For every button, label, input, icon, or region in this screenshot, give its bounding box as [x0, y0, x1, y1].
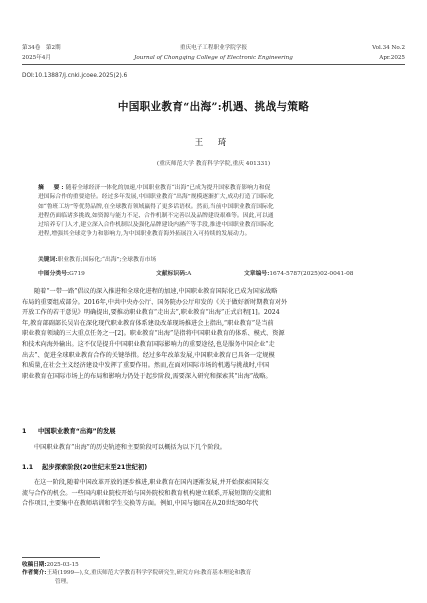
abstract-line: 过培养专门人才,建立深入合作机制以及强化品牌建设内涵产等手段,推进中国职业教育国际化	[38, 222, 274, 229]
author-bio-continued: 管理。	[55, 578, 72, 585]
doi: DOI:10.13887/j.cnki.jcoee.2025(2).6	[22, 73, 128, 79]
abstract	[38, 184, 390, 240]
author-affiliation: (重庆师范大学 教育科学学院,重庆 401331)	[156, 161, 271, 167]
document-code: 文献标识码:A	[156, 271, 192, 277]
subsection-1-1-paragraph: 在这一阶段,随着中国改革开放的逐步推进,职业教育在国内逐渐发展,并开始探索国际交 流与合作的机会。一些国内职业院校开始与国外院校和教育机构建立联系,开展短期的交流和 合作项目,主要集中在教师培训和学生交换等方面。例如,中国与德国在从20世纪80年代	[22, 479, 272, 508]
footnote-rule	[22, 557, 100, 558]
article-id: 文章编号:1674-5787(2025)02-0041-08	[244, 271, 354, 277]
clc-number: 中图分类号:G719	[38, 271, 85, 277]
abstract-line: 如“鲁班工坊”等优势品牌,在全球教育领域赢得了更多话语权。然而,当前中国职业教育国际化	[38, 203, 274, 210]
date-en: Apr.2025	[379, 55, 405, 61]
journal-name-cn: 重庆电子工程职业学院学报	[179, 45, 248, 51]
received-date: 收稿日期:2025-03-15	[22, 562, 79, 568]
author-bio: 作者简介:王琦(1999—),女,重庆师范大学教育科学学院研究生,研究方向:教育基本理论和教育	[22, 570, 252, 577]
article-title: 中国职业教育“出海”:机遇、挑战与策略	[117, 101, 310, 113]
volume-issue-cn: 第34卷 第2期	[22, 45, 61, 51]
keywords: 关键词:职业教育;国际化;“出海”;全球教育市场	[38, 257, 157, 263]
section-1-paragraph: 中国职业教育“出海”的历史轨迹和主要阶段可以概括为以下几个阶段。	[34, 444, 226, 451]
keywords-label: 关键词:	[38, 257, 58, 263]
abstract-line: 进程仍面临诸多挑战,如资源与能力不足、合作机制不完善以及品牌建设艰难等。因此,可以通	[38, 212, 274, 219]
abstract-line: 进国际合作的重要途径。经过多年发展,中国职业教育“出海”规模逐渐扩大,成功打造了国际化	[38, 194, 274, 201]
volume-issue-en: Vol.34 No.2	[372, 45, 405, 51]
subsection-heading-1-1: 1.1 起步探索阶段(20世纪末至21世纪初)	[22, 464, 148, 471]
date-cn: 2025年4月	[22, 55, 51, 61]
author-name: 王 琦	[194, 138, 233, 148]
abstract-line: 进程,增强其全球竞争力和影响力,为中国职业教育海外拓展注入可持续的发展动力。	[38, 231, 251, 238]
abstract-label: 摘 要:	[38, 185, 66, 191]
intro-paragraph: 随着“一带一路”倡议的深入推进和全球化进程的加速,中国职业教育国际化已成为国家战略 布局的重要组成部分。2016年,中共中央办公厅、国务院办公厅印发的《关于做好新时期教育对外 开放工作的若干意见》明确提出,要推动职业教育“走出去”,职业教育“出海”正式启程[1]。2024 年,教育部副部长吴岩在深化现代职业教育体系建设改革现场推进会上指出,“职业教育”是当前 职业教育领域的三大重点任务之一[2]。职业教育“出海”是指将中国职业教育的体系、模式、资源 和技术向海外输出。这不仅是提升中国职业教育国际影响力的重要途径,也是服务中国企业“走 出去”、促进全球职业教育合作的关键举措。经过多年改革发展,中国职业教育已具备一定规模 和质量,在社会主义经济建设中发挥了重要作用。然而,在面对国际市场的机遇与挑战时,中国 职业教育在国际市场上的布局和影响力仍处于起步阶段,需要深入研究和探索其“出海”战略。	[22, 288, 288, 380]
section-heading-1: 1 中国职业教育“出海”的发展	[22, 428, 116, 435]
header-rule	[22, 64, 405, 65]
journal-name-en: Journal of Chongqing College of Electronic Engineering	[134, 55, 293, 61]
abstract-line: 摘 要:随着全球经济一体化的加速,中国职业教育“出海”已成为提升国家教育影响力和促	[38, 185, 271, 191]
footnote	[22, 561, 405, 586]
